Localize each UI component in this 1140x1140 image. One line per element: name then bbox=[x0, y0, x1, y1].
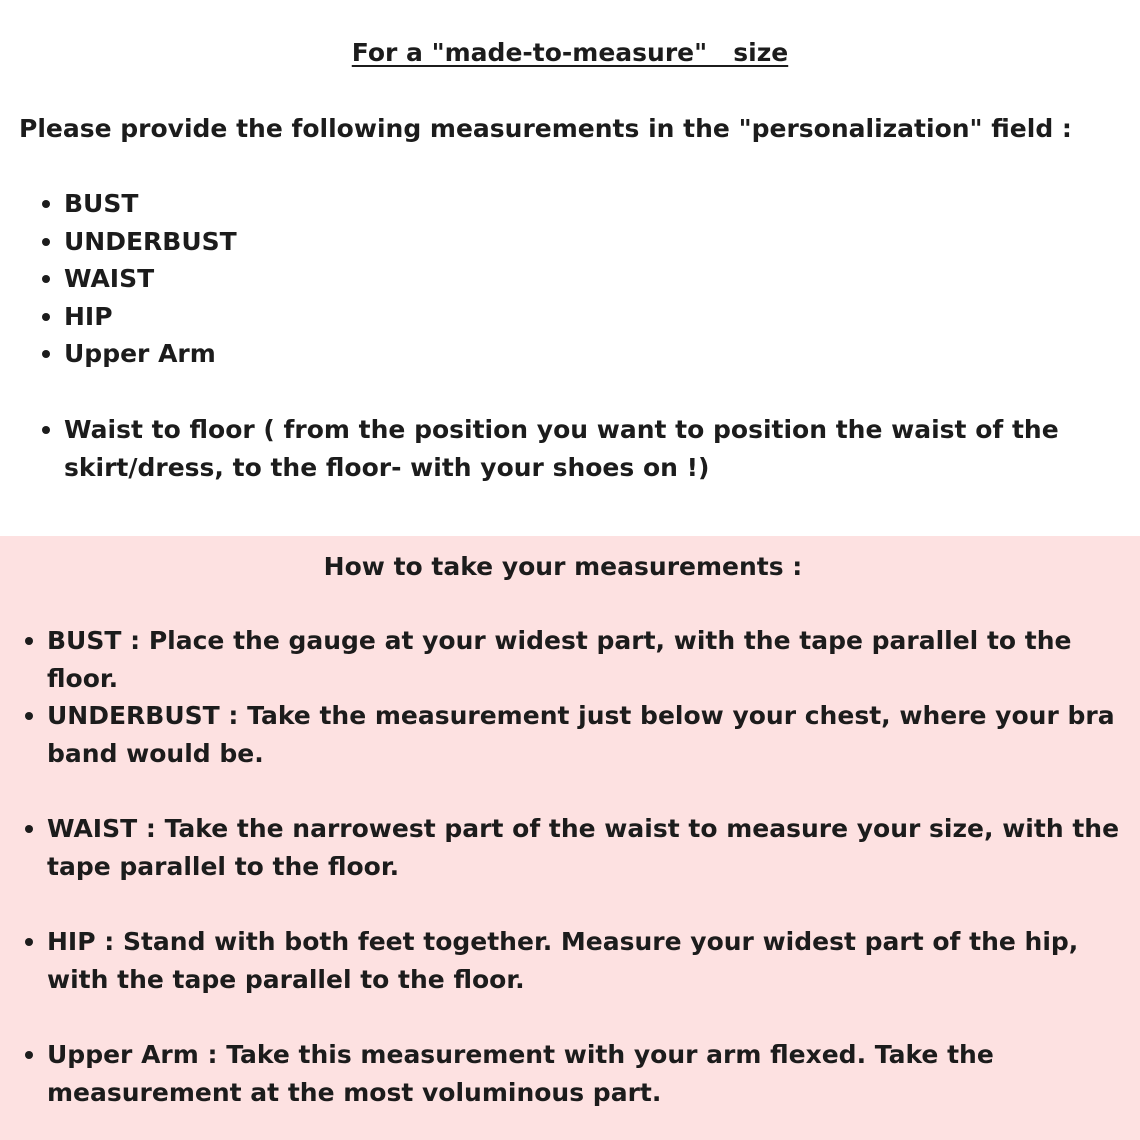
howto-text: Take the narrowest part of the waist to measure your size, with the tape parallel to the floor. bbox=[47, 814, 1120, 881]
howto-text: Stand with both feet together. Measure your widest part of the hip, with the tape parallel to the floor. bbox=[47, 927, 1079, 994]
howto-text: Take the measurement just below your chest, where your bra band would be. bbox=[47, 701, 1115, 768]
measurement-item-waist: WAIST bbox=[64, 260, 1064, 298]
measurements-intro: Please provide the following measurements in the "personalization" field : bbox=[19, 114, 1072, 143]
howto-label: BUST : bbox=[47, 626, 141, 655]
measurement-item-waist-to-floor: Waist to floor ( from the position you want to position the waist of the skirt/dress, to the floor- with your shoes on !) bbox=[64, 411, 1074, 486]
measurement-item-underbust: UNDERBUST bbox=[64, 223, 1064, 261]
howto-item-waist bbox=[47, 810, 1140, 885]
howto-label: UNDERBUST : bbox=[47, 701, 239, 730]
howto-item-underbust bbox=[47, 697, 1140, 772]
measurement-item-bust: BUST bbox=[64, 185, 1064, 223]
howto-label: HIP : bbox=[47, 927, 115, 956]
howto-item-hip bbox=[47, 923, 1140, 998]
measurement-item-hip: HIP bbox=[64, 298, 1064, 336]
required-measurements-list bbox=[64, 185, 1064, 373]
howto-item-bust bbox=[47, 622, 1140, 697]
howto-text: Take this measurement with your arm flexed. Take the measurement at the most voluminous part. bbox=[47, 1040, 994, 1107]
made-to-measure-section bbox=[0, 0, 1140, 536]
howto-label: WAIST : bbox=[47, 814, 156, 843]
waist-to-floor-list bbox=[64, 411, 1074, 486]
made-to-measure-title: For a "made-to-measure" size bbox=[351, 38, 789, 67]
howto-text: Place the gauge at your widest part, with the tape parallel to the floor. bbox=[47, 626, 1072, 693]
howto-label: Upper Arm : bbox=[47, 1040, 218, 1069]
howto-item-upper-arm bbox=[47, 1036, 1140, 1111]
how-to-title: How to take your measurements : bbox=[323, 552, 803, 581]
how-to-measure-section bbox=[0, 536, 1140, 1140]
measurement-item-upper-arm: Upper Arm bbox=[64, 335, 1064, 373]
